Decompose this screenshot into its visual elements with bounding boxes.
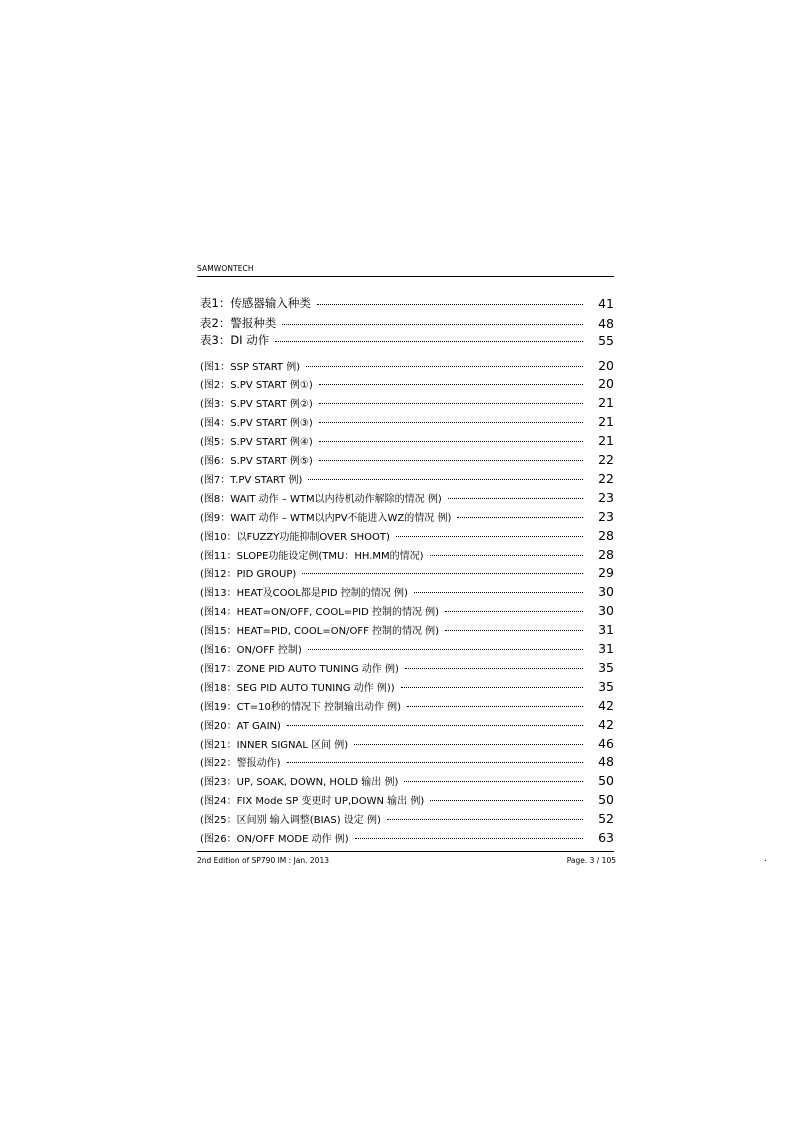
- toc-entry-page: 21: [598, 414, 614, 430]
- toc-entry-page: 31: [598, 641, 614, 656]
- toc-entry-title: (图5：S.PV START 例④): [200, 437, 313, 449]
- toc-entry-title: (图12：PID GROUP): [200, 569, 297, 581]
- toc-entry-page: 21: [598, 433, 614, 449]
- toc-entry-title: (图20：AT GAIN): [200, 720, 281, 732]
- toc-figure-entry: [200, 622, 614, 638]
- toc-figure-entry: [200, 452, 614, 468]
- dot-leader: [405, 668, 583, 669]
- footer-rule: [197, 851, 614, 852]
- dot-leader: [287, 725, 583, 726]
- toc-entry-title: (图11：SLOPE功能设定例(TMU：HH.MM的情况): [200, 550, 424, 562]
- toc-entry-title: (图25：区间别 输入调整(BIAS) 设定 例): [200, 815, 381, 827]
- toc-figure-entry: [200, 376, 614, 392]
- dot-leader: [457, 517, 583, 518]
- dot-leader: [319, 384, 583, 385]
- dot-leader: [430, 800, 583, 801]
- dot-leader: [275, 341, 583, 342]
- toc-figure-entry: [200, 395, 614, 411]
- toc-entry-title: (图8：WAIT 动作 – WTM以内待机动作解除的情况 例): [200, 493, 442, 505]
- dot-leader: [387, 819, 583, 820]
- toc-entry-page: 50: [598, 792, 614, 808]
- dot-leader: [404, 781, 583, 782]
- toc-entry-title: (图14：HEAT=ON/OFF, COOL=PID 控制的情况 例): [200, 607, 440, 619]
- toc-figure-entry: [200, 754, 614, 770]
- dot-leader: [319, 460, 583, 461]
- toc-table-entry: [200, 332, 614, 348]
- toc-table-entry: [200, 315, 614, 331]
- toc-entry-page: 22: [598, 470, 614, 486]
- toc-entry-title: (图13：HEAT及COOL都是PID 控制的情况 例): [200, 588, 408, 600]
- toc-entry-title: (图21：INNER SIGNAL 区间 例): [200, 739, 349, 751]
- dot-leader: [287, 762, 583, 763]
- toc-figure-entry: [200, 697, 614, 713]
- toc-figure-entry: [200, 641, 614, 657]
- toc-entry-page: 42: [598, 697, 614, 713]
- toc-entry-title: (图6：S.PV START 例⑤): [200, 456, 313, 467]
- toc-figure-entry: [200, 546, 614, 562]
- dot-leader: [319, 441, 583, 442]
- toc-figure-entry: [200, 565, 614, 581]
- toc-figure-entry: [200, 527, 614, 543]
- toc-entry-title: (图16：ON/OFF 控制): [200, 645, 302, 656]
- toc-figure-entry: [200, 830, 614, 846]
- toc-entry-title: (图26：ON/OFF MODE 动作 例): [200, 834, 349, 845]
- stray-mark: .: [764, 854, 767, 864]
- toc-entry-page: 50: [598, 773, 614, 789]
- toc-entry-title: 表1：传感器输入种类: [200, 296, 311, 310]
- dot-leader: [319, 403, 583, 404]
- toc-entry-title: (图15：HEAT=PID, COOL=ON/OFF 控制的情况 例): [200, 626, 440, 638]
- toc-figure-entry: [200, 716, 614, 732]
- dot-leader: [401, 687, 583, 688]
- toc-figure-entry: [200, 735, 614, 751]
- page-number: Page. 3 / 105: [566, 856, 616, 865]
- dot-leader: [308, 649, 583, 650]
- dot-leader: [354, 744, 583, 745]
- toc-entry-page: 46: [598, 735, 614, 751]
- toc-figure-entry: [200, 773, 614, 789]
- dot-leader: [306, 366, 583, 367]
- dot-leader: [396, 536, 583, 537]
- toc-entry-title: (图24：FIX Mode SP 变更时 UP,DOWN 输出 例): [200, 796, 425, 808]
- toc-entry-page: 55: [598, 332, 614, 348]
- dot-leader: [445, 630, 583, 631]
- toc-entry-page: 52: [598, 811, 614, 827]
- toc-entry-title: (图22：警报动作): [200, 758, 281, 770]
- toc-entry-title: (图19：CT=10秒的情况下 控制输出动作 例): [200, 701, 402, 713]
- dot-leader: [407, 706, 583, 707]
- dot-leader: [448, 498, 583, 499]
- toc-entry-page: 22: [598, 452, 614, 467]
- dot-leader: [319, 422, 583, 423]
- toc-entry-title: (图9：WAIT 动作 – WTM以内PV不能进入WZ的情况 例): [200, 512, 452, 524]
- toc-entry-page: 20: [598, 357, 614, 373]
- toc-entry-page: 48: [598, 754, 614, 770]
- toc-entry-page: 28: [598, 546, 614, 562]
- toc-figure-entry: [200, 357, 614, 373]
- toc-figure-entry: [200, 470, 614, 486]
- toc-entry-title: (图10：以FUZZY功能抑制OVER SHOOT): [200, 531, 390, 543]
- toc-entry-page: 41: [598, 295, 614, 311]
- toc-entry-page: 23: [598, 489, 614, 505]
- dot-leader: [302, 573, 583, 574]
- toc-figure-entry: [200, 603, 614, 619]
- toc-entry-page: 28: [598, 527, 614, 543]
- dot-leader: [445, 611, 583, 612]
- toc-entry-page: 31: [598, 622, 614, 638]
- dot-leader: [308, 479, 583, 480]
- toc-entry-title: (图4：S.PV START 例③): [200, 418, 313, 430]
- toc-entry-title: (图2：S.PV START 例①): [200, 380, 313, 392]
- toc-figure-entry: [200, 811, 614, 827]
- toc-entry-page: 23: [598, 508, 614, 524]
- toc-entry-page: 63: [598, 830, 614, 845]
- toc-figure-entry: [200, 792, 614, 808]
- dot-leader: [355, 838, 583, 839]
- toc-figure-entry: [200, 508, 614, 524]
- toc-entry-page: 42: [598, 716, 614, 732]
- toc-entry-page: 35: [598, 678, 614, 694]
- toc-entry-page: 48: [598, 315, 614, 331]
- toc-figure-entry: [200, 659, 614, 675]
- toc-entry-page: 35: [598, 659, 614, 675]
- company-header: SAMWONTECH: [197, 264, 254, 273]
- dot-leader: [430, 555, 583, 556]
- toc-figure-entry: [200, 414, 614, 430]
- toc-figure-entry: [200, 489, 614, 505]
- dot-leader: [317, 304, 583, 305]
- toc-entry-title: (图7：T.PV START 例): [200, 474, 303, 486]
- toc-entry-page: 29: [598, 565, 614, 581]
- toc-entry-title: (图1：SSP START 例): [200, 361, 301, 373]
- toc-entry-page: 20: [598, 376, 614, 392]
- toc-entry-title: (图18：SEG PID AUTO TUNING 动作 例)): [200, 682, 395, 694]
- toc-entry-page: 21: [598, 395, 614, 411]
- toc-entry-title: 表2：警报种类: [200, 316, 277, 330]
- toc-figure-entry: [200, 678, 614, 694]
- edition-text: 2nd Edition of SP790 IM : Jan. 2013: [197, 856, 329, 865]
- toc-entry-title: (图23：UP, SOAK, DOWN, HOLD 输出 例): [200, 777, 399, 789]
- toc-entry-page: 30: [598, 584, 614, 600]
- dot-leader: [414, 592, 583, 593]
- toc-figure-entry: [200, 584, 614, 600]
- header-rule: [197, 276, 614, 277]
- toc-table-entry: [200, 295, 614, 311]
- toc-entry-title: (图3：S.PV START 例②): [200, 399, 313, 411]
- toc-entry-title: (图17：ZONE PID AUTO TUNING 动作 例): [200, 663, 399, 675]
- dot-leader: [282, 324, 583, 325]
- toc-figure-entry: [200, 433, 614, 449]
- toc-entry-title: 表3：DI 动作: [200, 333, 270, 347]
- toc-entry-page: 30: [598, 603, 614, 619]
